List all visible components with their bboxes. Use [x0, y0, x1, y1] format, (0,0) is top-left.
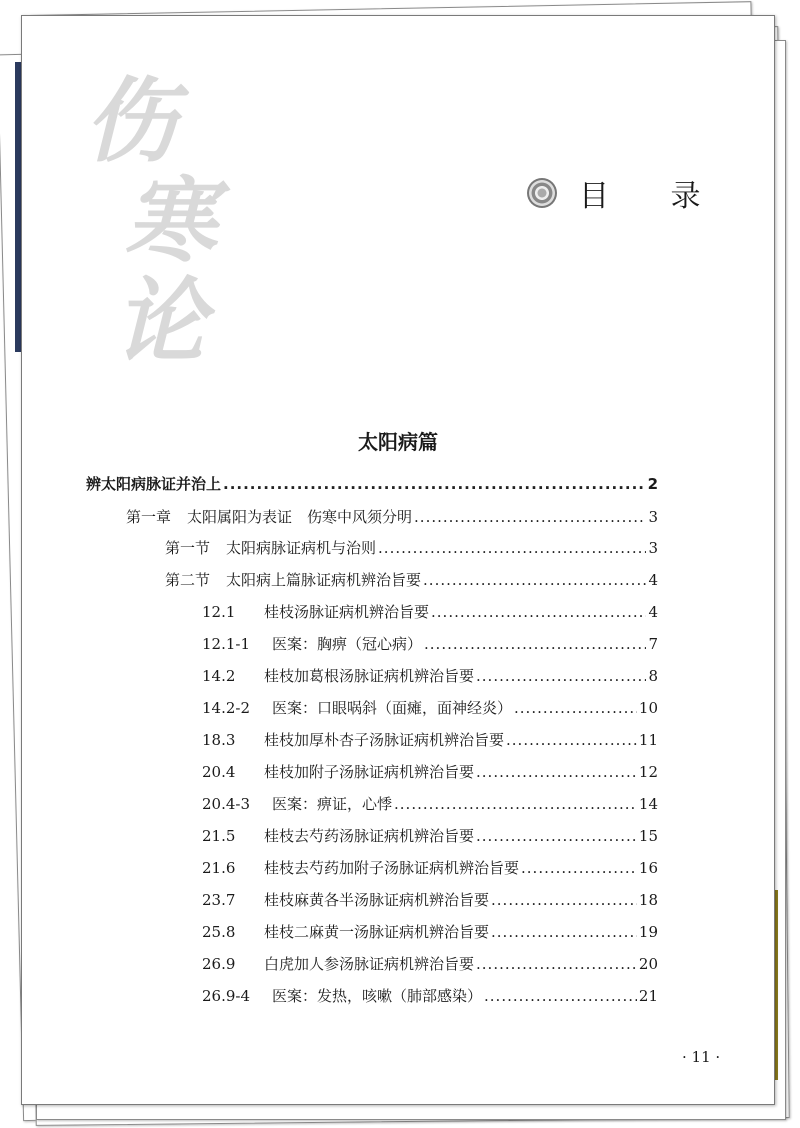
dot-leader — [378, 539, 646, 557]
entry-number: 23.7 — [202, 891, 236, 909]
entry-page: 8 — [648, 667, 658, 685]
part-title: 太阳病篇 — [358, 430, 438, 454]
toc-title: 目 录 — [579, 179, 727, 214]
dot-leader — [394, 795, 637, 813]
dot-leader — [223, 475, 646, 493]
entry-title: 太阳病脉证病机与治则 — [226, 539, 377, 557]
entry-number: 12.1-1 — [202, 635, 251, 653]
entry-title: 桂枝加厚朴杏子汤脉证病机辨治旨要 — [264, 731, 505, 749]
watermark-char: 论 — [114, 267, 207, 375]
toc-entry[interactable] — [202, 921, 658, 941]
entry-page: 19 — [638, 923, 658, 941]
entry-page: 18 — [638, 891, 658, 909]
entry-title: 太阳病上篇脉证病机辨治旨要 — [226, 571, 422, 589]
entry-title: 桂枝汤脉证病机辨治旨要 — [264, 603, 430, 621]
dot-leader — [521, 859, 637, 877]
dot-leader — [424, 635, 646, 653]
entry-number: 18.3 — [202, 731, 236, 749]
entry-page: 15 — [638, 827, 658, 845]
dot-leader — [506, 731, 637, 749]
entry-number: 21.5 — [202, 827, 236, 845]
entry-title: 辨太阳病脉证并治上 — [86, 475, 222, 493]
entry-title: 桂枝加附子汤脉证病机辨治旨要 — [264, 763, 475, 781]
entry-page: 20 — [638, 955, 658, 973]
entry-title: 医案：发热，咳嗽（肺部感染） — [272, 987, 483, 1005]
toc-entry[interactable] — [202, 729, 658, 749]
toc-entry[interactable] — [86, 473, 658, 493]
entry-page: 11 — [638, 731, 658, 749]
toc-entry[interactable] — [126, 506, 658, 526]
toc-entry[interactable] — [202, 953, 658, 973]
entry-title: 桂枝去芍药汤脉证病机辨治旨要 — [264, 827, 475, 845]
entry-number: 26.9-4 — [202, 987, 251, 1005]
entry-page: 12 — [638, 763, 658, 781]
entry-number: 14.2-2 — [202, 699, 251, 717]
entry-page: 3 — [648, 508, 658, 526]
entry-number: 14.2 — [202, 667, 236, 685]
entry-page: 10 — [638, 699, 658, 717]
toc-entry[interactable] — [202, 985, 658, 1005]
entry-title: 医案：胸痹（冠心病） — [272, 635, 423, 653]
dot-leader — [484, 987, 637, 1005]
dot-leader — [431, 603, 646, 621]
dot-leader — [414, 508, 646, 526]
toc-header — [527, 171, 727, 215]
entry-title: 太阳属阳为表证 伤寒中风须分明 — [187, 508, 413, 526]
entry-page: 7 — [648, 635, 658, 653]
toc-entry[interactable] — [202, 601, 658, 621]
dot-leader — [491, 891, 637, 909]
entry-number: 12.1 — [202, 603, 236, 621]
entry-number: 20.4-3 — [202, 795, 251, 813]
entry-number: 第一节 — [165, 539, 211, 557]
entry-page: 3 — [648, 539, 658, 557]
toc-entry[interactable] — [202, 857, 658, 877]
dot-leader — [491, 923, 637, 941]
dot-leader — [476, 955, 637, 973]
entry-page: 14 — [638, 795, 658, 813]
entry-number: 第二节 — [165, 571, 211, 589]
entry-number: 21.6 — [202, 859, 236, 877]
watermark-char: 寒 — [124, 167, 217, 275]
entry-title: 桂枝去芍药加附子汤脉证病机辨治旨要 — [264, 859, 520, 877]
entry-page: 16 — [638, 859, 658, 877]
entry-page: 4 — [648, 571, 658, 589]
entry-number: 第一章 — [126, 508, 172, 526]
watermark-char: 伤 — [84, 67, 177, 175]
entry-page: 2 — [647, 475, 658, 493]
toc-entry[interactable] — [202, 889, 658, 909]
toc-entry[interactable] — [165, 537, 658, 557]
toc-entry[interactable] — [202, 793, 658, 813]
toc-entry[interactable] — [202, 697, 658, 717]
entry-page: 21 — [638, 987, 658, 1005]
dot-leader — [476, 667, 646, 685]
entry-title: 桂枝麻黄各半汤脉证病机辨治旨要 — [264, 891, 490, 909]
dot-leader — [476, 763, 637, 781]
entry-title: 白虎加人参汤脉证病机辨治旨要 — [264, 955, 475, 973]
dot-leader — [476, 827, 637, 845]
entry-title: 桂枝二麻黄一汤脉证病机辨治旨要 — [264, 923, 490, 941]
entry-number: 25.8 — [202, 923, 236, 941]
toc-page — [21, 15, 775, 1105]
toc-entry[interactable] — [202, 633, 658, 653]
toc-entry[interactable] — [202, 825, 658, 845]
entry-number: 20.4 — [202, 763, 236, 781]
entry-title: 桂枝加葛根汤脉证病机辨治旨要 — [264, 667, 475, 685]
entry-number: 26.9 — [202, 955, 236, 973]
entry-title: 医案：痹证，心悸 — [272, 795, 393, 813]
entry-title: 医案：口眼㖞斜（面瘫，面神经炎） — [272, 699, 513, 717]
toc-entry[interactable] — [202, 761, 658, 781]
entry-page: 4 — [648, 603, 658, 621]
calligraphy-watermark — [84, 67, 254, 375]
dot-leader — [514, 699, 637, 717]
toc-entry[interactable] — [165, 569, 658, 589]
toc-entry[interactable] — [202, 665, 658, 685]
page-number: · 11 · — [682, 1048, 721, 1066]
cloud-ornament-icon — [527, 178, 557, 208]
dot-leader — [423, 571, 646, 589]
